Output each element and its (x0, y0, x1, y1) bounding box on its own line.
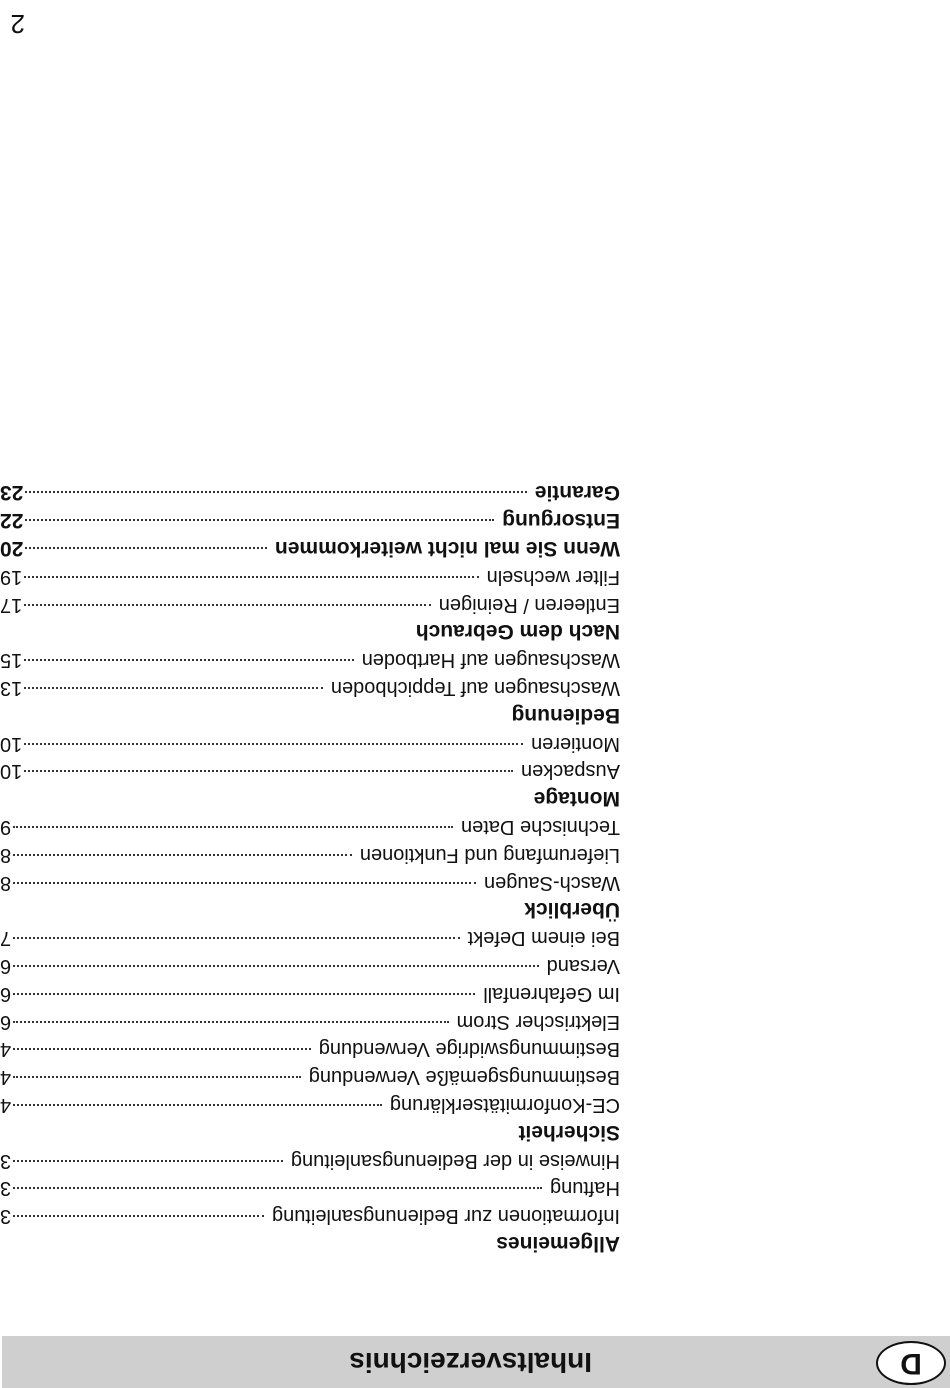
toc-entry (0, 673, 620, 701)
toc-entry (0, 1007, 620, 1035)
toc-entry-title: Bei einem Defekt (467, 927, 620, 950)
toc-entry (0, 729, 620, 757)
toc-section-heading: Bedienung (511, 703, 620, 727)
toc-entry (0, 479, 620, 507)
dot-leader (13, 1104, 382, 1106)
toc-entry-page: 4 (0, 1038, 12, 1061)
toc-entry-title: Entleeren / Reinigen (438, 593, 620, 616)
dot-leader (25, 491, 526, 493)
toc-entry (0, 645, 620, 673)
toc-entry (0, 868, 620, 896)
page-number: 2 (10, 9, 25, 39)
toc-entry-title: CE-Konformitätserklärung (389, 1094, 620, 1117)
toc-entry-title: Bestimmungswidrige Verwendung (318, 1038, 620, 1061)
toc-entry-title: Elektrischer Strom (456, 1010, 620, 1033)
toc-entry-page: 15 (0, 649, 23, 672)
dot-leader (24, 659, 353, 661)
toc-entry (0, 506, 620, 534)
toc-entry-title: Waschsaugen auf Teppichboden (330, 677, 620, 700)
toc-entry (0, 812, 620, 840)
toc-entry (0, 1201, 620, 1229)
dot-leader (13, 937, 460, 939)
toc-entry (0, 757, 620, 785)
toc-entry-title: Im Gefahrenfall (483, 982, 620, 1005)
toc-entry-title: Montieren (531, 732, 620, 755)
toc-entry-title: Versand (546, 955, 620, 978)
toc-entry-title: Bestimmungsgemäße Verwendung (308, 1066, 620, 1089)
toc-entry-title: Hinweise in der Bedienungsanleitung (290, 1149, 620, 1172)
toc-entry-page: 17 (0, 593, 23, 616)
dot-leader (13, 1021, 449, 1023)
toc-entry (0, 840, 620, 868)
toc-entry-page: 13 (0, 677, 23, 700)
dot-leader (13, 965, 538, 967)
language-badge (876, 1341, 946, 1385)
language-badge-label: D (900, 1347, 922, 1380)
dot-leader (13, 1048, 311, 1050)
toc-entry-title: Entsorgung (502, 509, 620, 533)
header-bar (2, 1336, 950, 1388)
table-of-contents (0, 479, 620, 1257)
toc-entry-title: Wasch-Saugen (484, 871, 620, 894)
dot-leader (24, 770, 513, 772)
toc-entry (0, 562, 620, 590)
dot-leader (13, 1076, 301, 1078)
toc-entry-title: Wenn Sie mal nicht weiterkommen (274, 537, 620, 561)
toc-entry-page: 10 (0, 732, 23, 755)
dot-leader (13, 826, 453, 828)
dot-leader (13, 1187, 542, 1189)
toc-entry-page: 6 (0, 982, 12, 1005)
dot-leader (24, 743, 523, 745)
toc-entry-title: Waschsaugen auf Hartboden (361, 649, 620, 672)
toc-entry-title: Auspacken (521, 760, 620, 783)
toc-entry-page: 3 (0, 1149, 12, 1172)
toc-entry (0, 923, 620, 951)
dot-leader (24, 576, 478, 578)
toc-entry-page: 7 (0, 927, 12, 950)
toc-entry (0, 951, 620, 979)
toc-entry-title: Haftung (549, 1177, 620, 1200)
toc-entry-page: 3 (0, 1205, 12, 1228)
page-title: Inhaltsverzeichnis (349, 1347, 592, 1378)
dot-leader (13, 882, 476, 884)
dot-leader (13, 1215, 264, 1217)
toc-entry-page: 8 (0, 871, 12, 894)
dot-leader (13, 854, 352, 856)
toc-section-heading: Montage (533, 787, 620, 811)
dot-leader (24, 687, 323, 689)
toc-entry (0, 1146, 620, 1174)
toc-section-heading: Überblick (524, 898, 620, 922)
toc-entry (0, 1174, 620, 1202)
toc-entry-page: 8 (0, 843, 12, 866)
toc-entry-page: 10 (0, 760, 23, 783)
toc-entry-title: Technische Daten (461, 816, 620, 839)
toc-section-heading: Sicherheit (518, 1120, 620, 1144)
toc-entry-title: Garantie (534, 481, 620, 505)
toc-section-heading: Nach dem Gebrauch (415, 620, 620, 644)
toc-entry-page: 22 (0, 509, 24, 533)
toc-entry-page: 6 (0, 1010, 12, 1033)
dot-leader (24, 604, 431, 606)
toc-section-heading: Allgemeines (496, 1232, 620, 1255)
dot-leader (25, 519, 494, 521)
toc-entry (0, 590, 620, 618)
toc-entry-page: 4 (0, 1066, 12, 1089)
toc-entry (0, 1035, 620, 1063)
dot-leader (13, 1160, 283, 1162)
dot-leader (25, 547, 267, 549)
toc-entry-title: Filter wechseln (486, 565, 620, 588)
toc-entry (0, 1062, 620, 1090)
toc-entry-page: 6 (0, 955, 12, 978)
toc-entry (0, 534, 620, 562)
toc-entry-page: 4 (0, 1094, 12, 1117)
toc-entry-page: 3 (0, 1177, 12, 1200)
toc-entry-page: 23 (0, 481, 24, 505)
toc-entry-page: 9 (0, 816, 12, 839)
toc-entry-title: Informationen zur Bedienungsanleitung (271, 1205, 620, 1228)
toc-entry (0, 1090, 620, 1118)
toc-entry (0, 979, 620, 1007)
toc-entry-page: 20 (0, 537, 24, 561)
toc-entry-page: 19 (0, 565, 23, 588)
toc-entry-title: Lieferumfang und Funktionen (359, 843, 620, 866)
dot-leader (13, 993, 475, 995)
